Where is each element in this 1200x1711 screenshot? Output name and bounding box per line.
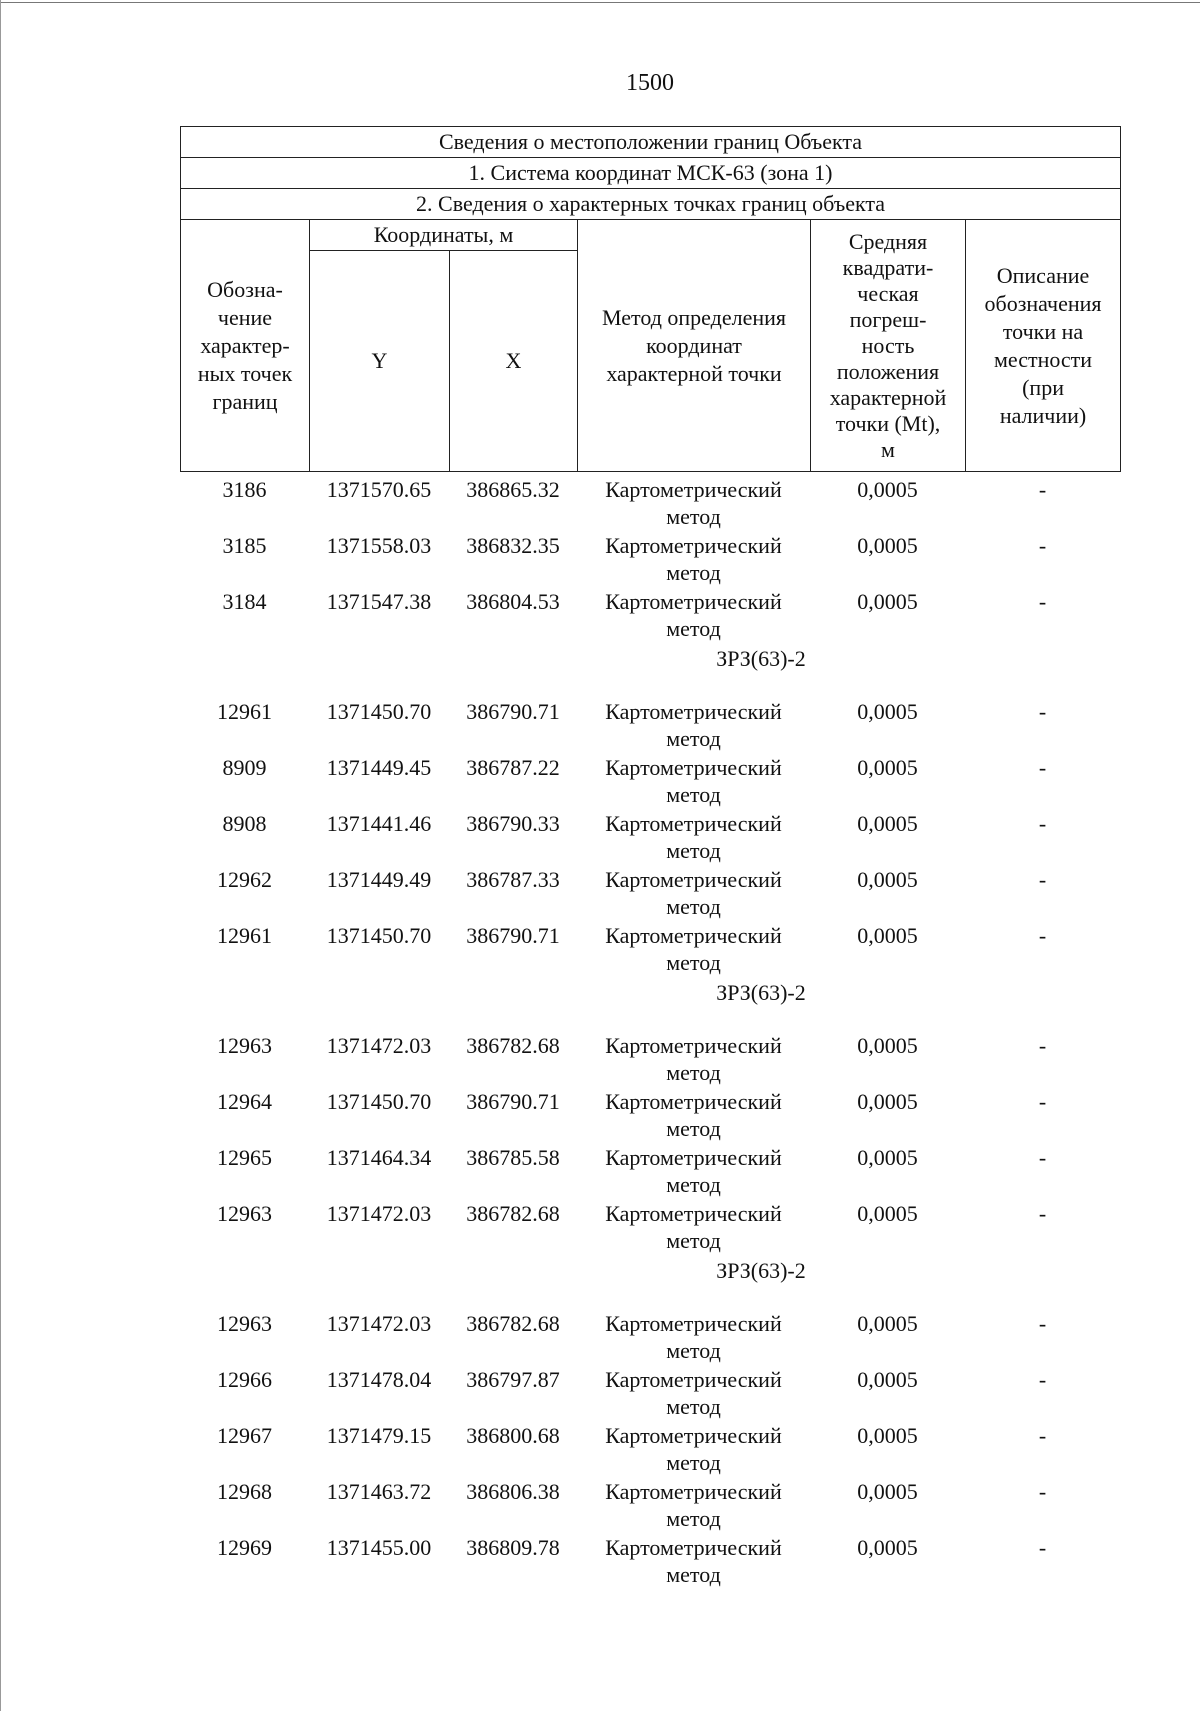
method: Картометрический метод [605, 1033, 782, 1085]
table-row [180, 1366, 1120, 1422]
coordinate-x: 386790.71 [466, 923, 560, 948]
point-id: 12967 [217, 1423, 272, 1448]
accuracy-mt: 0,0005 [857, 923, 918, 948]
table-title: Сведения о местоположении границ Объекта [181, 127, 1121, 158]
point-id: 12965 [217, 1145, 272, 1170]
point-id: 12961 [217, 923, 272, 948]
point-description: - [1038, 477, 1047, 502]
coordinate-x: 386787.33 [466, 867, 560, 892]
accuracy-mt: 0,0005 [857, 811, 918, 836]
coordinate-x: 386782.68 [466, 1201, 560, 1226]
point-id: 3186 [222, 477, 267, 502]
boundary-table-header [180, 126, 1121, 472]
coordinate-x: 386809.78 [466, 1535, 560, 1560]
point-description: - [1038, 1423, 1047, 1448]
point-description: - [1038, 1201, 1047, 1226]
point-description: - [1038, 1535, 1047, 1560]
table-row [180, 476, 1120, 532]
boundary-points-list [180, 476, 1120, 1590]
method: Картометрический метод [605, 1367, 782, 1419]
accuracy-mt: 0,0005 [857, 533, 918, 558]
coordinate-y: 1371472.03 [326, 1311, 432, 1336]
accuracy-mt: 0,0005 [857, 1535, 918, 1560]
method: Картометрический метод [605, 699, 782, 751]
point-description: - [1038, 589, 1047, 614]
accuracy-mt: 0,0005 [857, 477, 918, 502]
method: Картометрический метод [605, 1145, 782, 1197]
accuracy-mt: 0,0005 [857, 589, 918, 614]
point-description: - [1038, 755, 1047, 780]
point-id: 8908 [222, 811, 267, 836]
method: Картометрический метод [605, 477, 782, 529]
header-y: Y [310, 251, 450, 472]
accuracy-mt: 0,0005 [857, 1201, 918, 1226]
table-row [180, 1032, 1120, 1088]
coordinate-y: 1371478.04 [326, 1367, 432, 1392]
coordinate-x: 386865.32 [466, 477, 560, 502]
table-row [180, 810, 1120, 866]
method: Картометрический метод [605, 1089, 782, 1141]
point-id: 8909 [222, 755, 267, 780]
method: Картометрический метод [605, 1201, 782, 1253]
coordinate-x: 386782.68 [466, 1311, 560, 1336]
point-description: - [1038, 1145, 1047, 1170]
table-row [180, 866, 1120, 922]
coordinate-y: 1371463.72 [326, 1479, 432, 1504]
point-id: 12964 [217, 1089, 272, 1114]
accuracy-mt: 0,0005 [857, 699, 918, 724]
point-description: - [1038, 533, 1047, 558]
table-row [180, 532, 1120, 588]
group-label: ЗРЗ(63)-2 [716, 1258, 806, 1283]
coordinate-x: 386785.58 [466, 1145, 560, 1170]
accuracy-mt: 0,0005 [857, 1479, 918, 1504]
header-accuracy-label: Средняя квадрати- ческая погреш- ность положения характерной точки (Mt), м [829, 228, 947, 462]
header-description-label: Описание обозначения точки на местности (при наличии) [984, 262, 1102, 428]
point-description: - [1038, 923, 1047, 948]
coordinate-y: 1371472.03 [326, 1033, 432, 1058]
coordinate-x: 386787.22 [466, 755, 560, 780]
header-method [578, 220, 811, 472]
method: Картометрический метод [605, 923, 782, 975]
method: Картометрический метод [605, 589, 782, 641]
coordinate-y: 1371570.65 [326, 477, 432, 502]
point-description: - [1038, 1089, 1047, 1114]
point-description: - [1038, 699, 1047, 724]
page-left-border [0, 0, 1, 1711]
header-point-designation-label: Обозна- чение характер- ных точек границ [197, 276, 293, 414]
coordinate-y: 1371558.03 [326, 533, 432, 558]
coordinate-y: 1371464.34 [326, 1145, 432, 1170]
coordinate-y: 1371455.00 [326, 1535, 432, 1560]
table-row [180, 922, 1120, 978]
point-id: 12962 [217, 867, 272, 892]
table-row [180, 1534, 1120, 1590]
table-row [180, 698, 1120, 754]
table-row [180, 1144, 1120, 1200]
point-id: 12968 [217, 1479, 272, 1504]
table-row [180, 1422, 1120, 1478]
method: Картометрический метод [605, 1423, 782, 1475]
coordinate-y: 1371472.03 [326, 1201, 432, 1226]
point-id: 12961 [217, 699, 272, 724]
header-description [966, 220, 1121, 472]
point-id: 3185 [222, 533, 267, 558]
coordinate-x: 386790.71 [466, 1089, 560, 1114]
accuracy-mt: 0,0005 [857, 1423, 918, 1448]
point-description: - [1038, 811, 1047, 836]
method: Картометрический метод [605, 1535, 782, 1587]
method: Картометрический метод [605, 867, 782, 919]
accuracy-mt: 0,0005 [857, 1145, 918, 1170]
page-number: 1500 [626, 70, 674, 96]
header-accuracy [811, 220, 966, 472]
coordinate-x: 386806.38 [466, 1479, 560, 1504]
method: Картометрический метод [605, 1479, 782, 1531]
coordinate-system: 1. Система координат МСК-63 (зона 1) [181, 158, 1121, 189]
point-description: - [1038, 1367, 1047, 1392]
table-row [180, 588, 1120, 644]
coordinate-y: 1371441.46 [326, 811, 432, 836]
section-title: 2. Сведения о характерных точках границ объекта [181, 189, 1121, 220]
method: Картометрический метод [605, 533, 782, 585]
coordinate-x: 386797.87 [466, 1367, 560, 1392]
accuracy-mt: 0,0005 [857, 1089, 918, 1114]
point-id: 12963 [217, 1033, 272, 1058]
accuracy-mt: 0,0005 [857, 755, 918, 780]
method: Картометрический метод [605, 811, 782, 863]
group-label: ЗРЗ(63)-2 [716, 980, 806, 1005]
table-row [180, 1088, 1120, 1144]
coordinate-y: 1371479.15 [326, 1423, 432, 1448]
point-description: - [1038, 867, 1047, 892]
header-point-designation [181, 220, 310, 472]
coordinate-y: 1371450.70 [326, 1089, 432, 1114]
coordinate-y: 1371450.70 [326, 699, 432, 724]
point-id: 3184 [222, 589, 267, 614]
accuracy-mt: 0,0005 [857, 1311, 918, 1336]
table-row [180, 754, 1120, 810]
page-top-border [0, 2, 1200, 3]
point-description: - [1038, 1479, 1047, 1504]
coordinate-x: 386790.71 [466, 699, 560, 724]
group-label: ЗРЗ(63)-2 [716, 646, 806, 671]
method: Картометрический метод [605, 755, 782, 807]
header-method-label: Метод определения координат характерной точки [601, 304, 787, 386]
coordinate-y: 1371449.45 [326, 755, 432, 780]
header-coordinates: Координаты, м [310, 220, 578, 251]
accuracy-mt: 0,0005 [857, 1033, 918, 1058]
point-id: 12963 [217, 1311, 272, 1336]
accuracy-mt: 0,0005 [857, 1367, 918, 1392]
coordinate-x: 386782.68 [466, 1033, 560, 1058]
coordinate-y: 1371449.49 [326, 867, 432, 892]
point-description: - [1038, 1311, 1047, 1336]
table-row [180, 1200, 1120, 1256]
coordinate-x: 386832.35 [466, 533, 560, 558]
point-id: 12969 [217, 1535, 272, 1560]
coordinate-y: 1371547.38 [326, 589, 432, 614]
coordinate-y: 1371450.70 [326, 923, 432, 948]
table-row [180, 1310, 1120, 1366]
coordinate-x: 386800.68 [466, 1423, 560, 1448]
point-description: - [1038, 1033, 1047, 1058]
point-id: 12963 [217, 1201, 272, 1226]
coordinate-x: 386804.53 [466, 589, 560, 614]
coordinate-x: 386790.33 [466, 811, 560, 836]
header-x: X [450, 251, 578, 472]
table-row [180, 1478, 1120, 1534]
accuracy-mt: 0,0005 [857, 867, 918, 892]
method: Картометрический метод [605, 1311, 782, 1363]
point-id: 12966 [217, 1367, 272, 1392]
